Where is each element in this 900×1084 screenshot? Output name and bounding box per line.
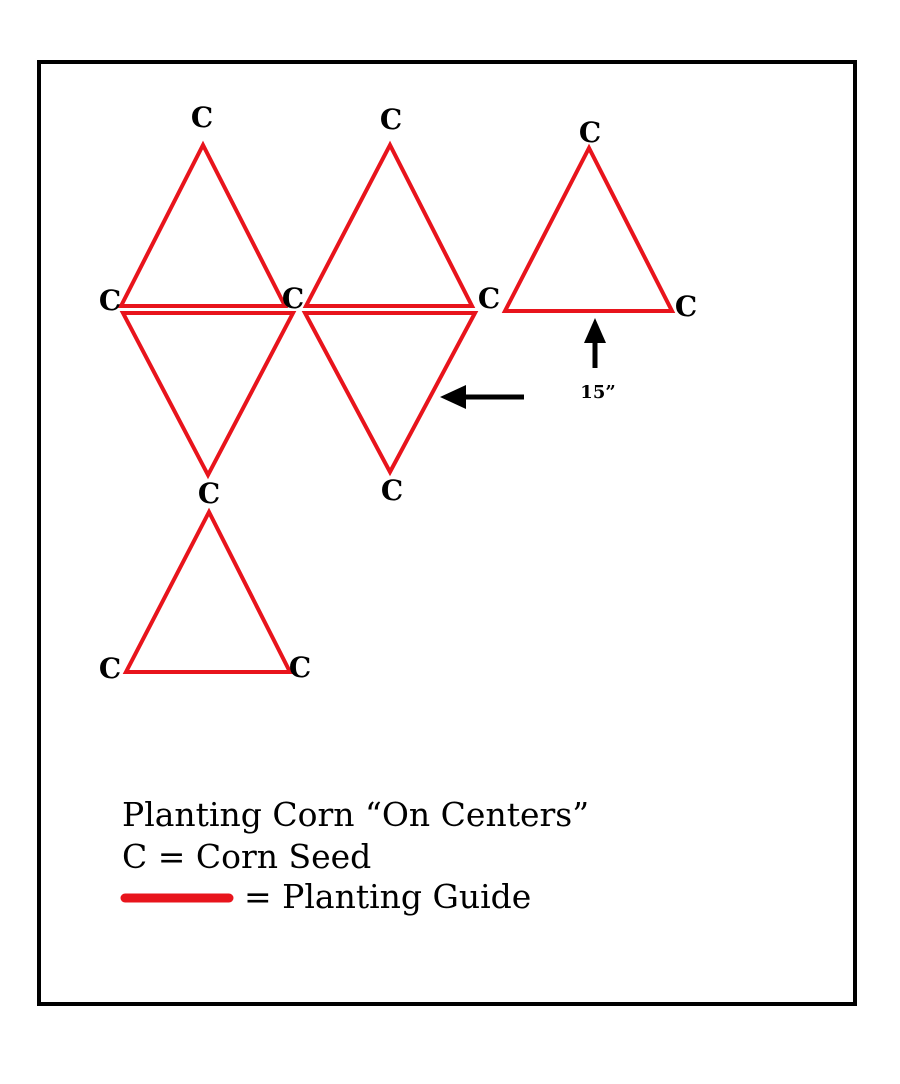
legend-title: Planting Corn “On Centers” bbox=[122, 795, 590, 834]
planting-guide-lines bbox=[121, 145, 672, 672]
seed-label: C bbox=[578, 116, 602, 149]
measurement-label: 15” bbox=[580, 382, 616, 403]
guide-triangle-top-right bbox=[505, 148, 672, 311]
seed-label: C bbox=[98, 284, 122, 317]
legend-guide-key: = Planting Guide bbox=[244, 877, 532, 916]
arrow-up-icon bbox=[584, 318, 606, 368]
guide-triangle-inverted-middle bbox=[305, 313, 475, 472]
seed-label: C bbox=[281, 282, 305, 315]
seed-label: C bbox=[98, 652, 122, 685]
guide-triangle-bottom bbox=[126, 512, 290, 672]
seed-label: C bbox=[674, 290, 698, 323]
guide-triangle-inverted-left bbox=[123, 313, 293, 475]
legend bbox=[122, 795, 589, 916]
legend-seed-key: C = Corn Seed bbox=[122, 837, 372, 876]
seed-label: C bbox=[197, 477, 221, 510]
arrow-left-icon bbox=[440, 385, 524, 409]
seed-label: C bbox=[477, 282, 501, 315]
seed-label: C bbox=[379, 103, 403, 136]
guide-triangle-top-left bbox=[121, 145, 285, 306]
guide-triangle-top-middle bbox=[306, 145, 472, 306]
seed-label: C bbox=[190, 101, 214, 134]
seed-label: C bbox=[380, 474, 404, 507]
seed-label: C bbox=[288, 651, 312, 684]
